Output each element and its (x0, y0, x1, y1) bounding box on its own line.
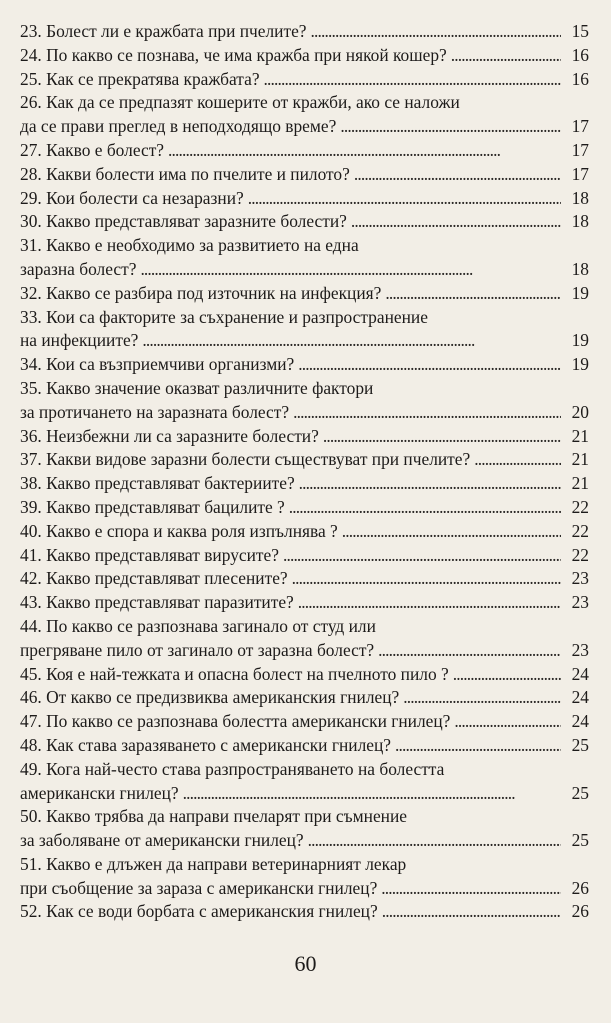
toc-entry (20, 377, 589, 425)
toc-entry-row (20, 187, 589, 211)
toc-entry-row (20, 472, 589, 496)
toc-entry-page-number: 18 (571, 187, 589, 208)
toc-entry (20, 686, 589, 710)
toc-entry (20, 472, 589, 496)
toc-entry-page-number: 18 (571, 258, 589, 279)
toc-entry-page-number: 24 (571, 687, 589, 708)
toc-entry-row (20, 44, 589, 68)
toc-entry-page-number: 21 (571, 449, 589, 470)
toc-entry-row (20, 639, 589, 663)
dot-leader (351, 210, 561, 234)
toc-entry-row (20, 329, 589, 353)
toc-entry-page-number: 25 (571, 782, 589, 803)
dot-leader (354, 163, 561, 187)
toc-entry-title-line: да се прави преглед в неподходящо време? (20, 116, 337, 137)
toc-entry-page-number: 22 (571, 496, 589, 517)
toc-entry-title-line: 27. Какво е болест? (20, 139, 165, 160)
toc-entry-title-line: 25. Как се прекратява кражбата? (20, 68, 260, 89)
toc-entry (20, 234, 589, 282)
toc-entry-page-number: 21 (571, 425, 589, 446)
toc-entry-page-number: 16 (571, 44, 589, 65)
toc-entry-row (20, 496, 589, 520)
toc-entry-row (20, 139, 589, 163)
toc-entry-row (20, 448, 589, 472)
dot-leader (381, 877, 561, 901)
toc-entry (20, 139, 589, 163)
dot-leader (264, 68, 561, 92)
toc-entry-title-line: заразна болест? (20, 258, 137, 279)
toc-entry (20, 663, 589, 687)
toc-entry (20, 591, 589, 615)
toc-entry-title-line: 49. Кога най-често става разпространяването на болестта (20, 758, 445, 779)
toc-entry (20, 353, 589, 377)
toc-entry-page-number: 16 (571, 68, 589, 89)
toc-entry-page-number: 23 (571, 639, 589, 660)
dot-leader (293, 401, 561, 425)
toc-entry-page-number: 19 (571, 354, 589, 375)
toc-entry-page-number: 17 (571, 116, 589, 137)
toc-entry (20, 853, 589, 901)
toc-entry-title-line: 31. Какво е необходимо за развитието на една (20, 235, 359, 256)
toc-entry-title-line: 38. Какво представляват бактериите? (20, 473, 295, 494)
toc-entry-page-number: 15 (571, 21, 589, 41)
toc-entry (20, 615, 589, 663)
toc-entry-page-number: 19 (571, 330, 589, 351)
toc-entry-page-number: 26 (571, 877, 589, 898)
dot-leader (168, 139, 561, 163)
dot-leader (308, 829, 561, 853)
toc-entry-page-number: 23 (571, 592, 589, 613)
toc-entry-row (20, 401, 589, 425)
toc-entry-row (20, 210, 589, 234)
toc-entry (20, 900, 589, 924)
toc-entry-row (20, 544, 589, 568)
toc-entry-title-line: 32. Какво се разбира под източник на инфекция? (20, 282, 382, 303)
toc-entry-title-line: при съобщение за зараза с американски гнилец? (20, 877, 378, 898)
toc-entry-title-line: 43. Какво представляват паразитите? (20, 592, 294, 613)
toc-entry (20, 567, 589, 591)
dot-leader (248, 187, 561, 211)
toc-entry-title-line: 52. Как се води борбата с американския гнилец? (20, 901, 378, 922)
toc-entry-title-line: за заболяване от американски гнилец? (20, 830, 304, 851)
toc-entry (20, 544, 589, 568)
toc-entry-title-line: 28. Какви болести има по пчелите и пилото? (20, 163, 350, 184)
toc-entry-page-number: 23 (571, 568, 589, 589)
dot-leader (298, 353, 561, 377)
toc-entry-row (20, 282, 589, 306)
toc-entry-page-number: 22 (571, 520, 589, 541)
toc-entry-row (20, 520, 589, 544)
toc-entry (20, 448, 589, 472)
toc-entry-page-number: 26 (571, 901, 589, 922)
toc-entry-page-number: 21 (571, 473, 589, 494)
toc-entry-row (20, 900, 589, 924)
dot-leader (283, 544, 561, 568)
toc-entry-title-line: 44. По какво се разпознава загинало от студ или (20, 615, 376, 636)
dot-leader (298, 591, 561, 615)
toc-entry-title-line: 41. Какво представляват вирусите? (20, 544, 279, 565)
toc-entry (20, 496, 589, 520)
dot-leader (395, 734, 561, 758)
toc-entry (20, 68, 589, 92)
toc-entry (20, 210, 589, 234)
toc-entry (20, 163, 589, 187)
toc-entry-title-line: 39. Какво представляват бацилите ? (20, 496, 285, 517)
dot-leader (299, 472, 561, 496)
toc-entry-row (20, 734, 589, 758)
toc-entry-row (20, 710, 589, 734)
dot-leader (140, 258, 561, 282)
toc-entry-row (20, 425, 589, 449)
toc-entry (20, 91, 589, 139)
toc-entry-title-line: 29. Кои болести са незаразни? (20, 187, 244, 208)
toc-entry (20, 520, 589, 544)
table-of-contents (20, 20, 589, 924)
toc-entry-title-line: 33. Кои са факторите за съхранение и разпространение (20, 306, 428, 327)
toc-entry-page-number: 24 (571, 711, 589, 732)
toc-entry-row (20, 353, 589, 377)
toc-entry (20, 187, 589, 211)
toc-entry (20, 758, 589, 806)
toc-entry-page-number: 20 (571, 401, 589, 422)
dot-leader (453, 663, 561, 687)
page-number: 60 (294, 951, 317, 976)
toc-entry-row (20, 163, 589, 187)
toc-entry-title-line: 50. Какво трябва да направи пчеларят при съмнение (20, 806, 408, 827)
toc-entry-page-number: 17 (571, 163, 589, 184)
toc-entry-title-line: 23. Болест ли е кражбата при пчелите? (20, 21, 307, 41)
dot-leader (474, 448, 561, 472)
dot-leader (340, 115, 561, 139)
toc-entry-row (20, 567, 589, 591)
toc-entry (20, 20, 589, 44)
toc-entry-row (20, 258, 589, 282)
dot-leader (183, 782, 561, 806)
toc-entry-row (20, 829, 589, 853)
toc-entry-row (20, 663, 589, 687)
toc-entry-title-line: 26. Как да се предпазят кошерите от кражби, ако се наложи (20, 92, 460, 113)
toc-entry-row (20, 686, 589, 710)
dot-leader (311, 20, 561, 44)
toc-entry-title-line: 36. Неизбежни ли са заразните болести? (20, 425, 319, 446)
toc-entry (20, 734, 589, 758)
toc-entry-title-line: 51. Какво е длъжен да направи ветеринарният лекар (20, 853, 407, 874)
toc-entry-title-line: прегряване пило от загинало от заразна болест? (20, 639, 375, 660)
toc-entry-title-line: 47. По какво се разпознава болестта американски гнилец? (20, 711, 451, 732)
dot-leader (382, 900, 561, 924)
dot-leader (142, 329, 561, 353)
toc-entry-row (20, 782, 589, 806)
toc-entry (20, 710, 589, 734)
dot-leader (378, 639, 561, 663)
dot-leader (454, 710, 561, 734)
dot-leader (385, 282, 561, 306)
toc-entry-title-line: на инфекциите? (20, 330, 139, 351)
toc-entry-page-number: 17 (571, 139, 589, 160)
toc-entry-page-number: 18 (571, 211, 589, 232)
toc-entry-title-line: 45. Коя е най-тежката и опасна болест на пчелното пило ? (20, 663, 449, 684)
toc-entry (20, 425, 589, 449)
toc-entry-page-number: 22 (571, 544, 589, 565)
toc-entry-title-line: 24. По какво се познава, че има кражба при някой кошер? (20, 44, 447, 65)
toc-entry-page-number: 25 (571, 734, 589, 755)
toc-entry-title-line: 35. Какво значение оказват различните фактори (20, 377, 374, 398)
dot-leader (342, 520, 561, 544)
dot-leader (292, 567, 561, 591)
toc-entry-row (20, 115, 589, 139)
toc-entry-row (20, 591, 589, 615)
toc-entry (20, 306, 589, 354)
toc-entry-row (20, 877, 589, 901)
dot-leader (403, 686, 561, 710)
dot-leader (451, 44, 561, 68)
toc-entry (20, 805, 589, 853)
toc-entry-title-line: 37. Какви видове заразни болести съществуват при пчелите? (20, 449, 471, 470)
toc-entry-row (20, 20, 589, 44)
toc-entry-title-line: за протичането на заразната болест? (20, 401, 290, 422)
dot-leader (289, 496, 561, 520)
toc-entry (20, 282, 589, 306)
toc-entry-title-line: 42. Какво представляват плесените? (20, 568, 288, 589)
toc-entry-title-line: 46. От какво се предизвиква американския гнилец? (20, 687, 400, 708)
toc-entry-title-line: 40. Какво е спора и каква роля изпълнява ? (20, 520, 338, 541)
toc-entry-page-number: 24 (571, 663, 589, 684)
toc-entry-title-line: 48. Как става заразяването с американски гнилец? (20, 734, 391, 755)
toc-entry-title-line: 34. Кои са възприемчиви организми? (20, 354, 295, 375)
toc-entry-title-line: американски гнилец? (20, 782, 179, 803)
dot-leader (323, 425, 561, 449)
toc-entry (20, 44, 589, 68)
toc-entry-page-number: 19 (571, 282, 589, 303)
toc-entry-page-number: 25 (571, 830, 589, 851)
toc-entry-title-line: 30. Какво представляват заразните болести? (20, 211, 347, 232)
toc-entry-row (20, 68, 589, 92)
